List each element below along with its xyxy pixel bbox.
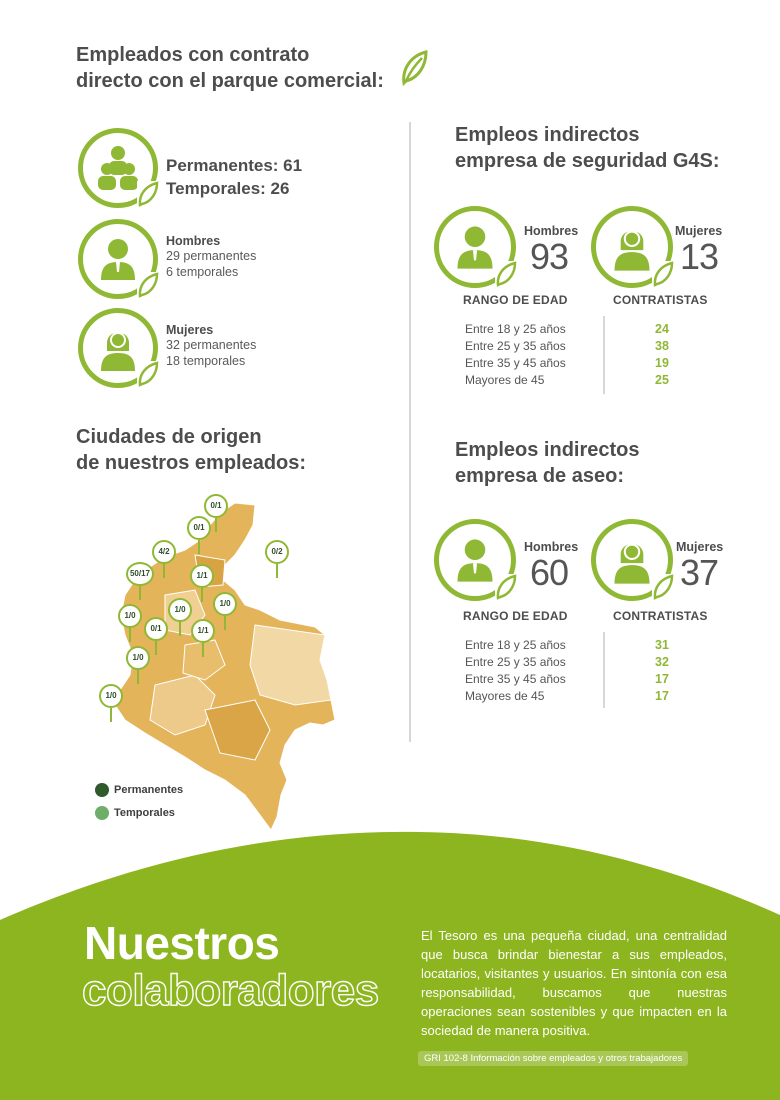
legend-dot-temporales [95,806,109,820]
title-line: Empleos indirectos [455,124,640,146]
title-line: Ciudades de origen [76,426,262,448]
aseo-count-list [642,637,682,705]
pin-stem [163,564,165,578]
age-range: Entre 25 y 35 años [465,655,566,669]
map-pin[interactable]: 0/1 [144,617,168,641]
map-pin[interactable]: 1/1 [190,564,214,588]
g4s-age-header: RANGO DE EDAD [463,293,568,307]
age-range: Entre 35 y 45 años [465,672,566,686]
section-title-direct [76,42,384,94]
leaf-icon [400,50,428,86]
leaf-icon [652,261,674,287]
aseo-women-value: 37 [680,552,719,593]
map-pin[interactable]: 1/1 [191,619,215,643]
leaf-icon [495,261,517,287]
aseo-women-label: Mujeres [676,540,724,554]
map-pin[interactable]: 0/2 [265,540,289,564]
legend-label-permanentes: Permanentes [114,784,184,796]
leaf-icon [137,272,159,298]
footer-subtitle: colaboradores [82,966,379,1015]
map-pin[interactable]: 1/0 [99,684,123,708]
contractor-count: 19 [655,356,669,370]
contractor-count: 25 [655,373,669,387]
men-temporales: 6 temporales [166,265,239,279]
men-title: Hombres [166,234,221,248]
map-pin[interactable]: 50/17 [126,562,154,586]
g4s-men-badge [434,206,516,288]
title-line: Empleados con contrato [76,44,310,66]
map-pin[interactable]: 1/0 [213,592,237,616]
men-direct-stats [166,234,256,280]
map-pin[interactable]: 4/2 [152,540,176,564]
g4s-men-value: 93 [530,236,569,277]
g4s-count-list [642,321,682,389]
aseo-age-list [465,637,600,705]
legend-dot-permanentes [95,783,109,797]
pin-stem [139,586,141,600]
section-title-cities [76,424,306,476]
contractor-count: 17 [655,672,669,686]
age-range: Entre 18 y 25 años [465,322,566,336]
legend-label-temporales: Temporales [114,807,175,819]
section-title-g4s [455,122,720,174]
leaf-icon [495,574,517,600]
g4s-age-list [465,321,600,389]
column-divider [409,122,411,742]
title-line: de nuestros empleados: [76,452,307,474]
age-range: Mayores de 45 [465,373,545,387]
direct-totals [166,154,302,200]
temporales-total: Temporales: 26 [166,179,290,198]
age-range: Entre 18 y 25 años [465,638,566,652]
aseo-men-value: 60 [530,552,569,593]
g4s-women-label: Mujeres [675,224,723,238]
contractor-count: 17 [655,689,669,703]
title-line: Empleos indirectos [455,439,640,461]
section-title-aseo [455,437,640,489]
pin-stem [129,628,131,642]
map-pin[interactable]: 0/1 [204,494,228,518]
contractor-count: 38 [655,339,669,353]
pin-stem [224,616,226,630]
permanentes-total: Permanentes: 61 [166,156,303,175]
women-direct-stats [166,323,256,369]
age-range: Entre 25 y 35 años [465,339,566,353]
age-range: Entre 35 y 45 años [465,356,566,370]
pin-stem [137,670,139,684]
gri-reference: GRI 102-8 Información sobre empleados y otros trabajadores [418,1051,688,1066]
leaf-icon [137,361,159,387]
g4s-women-value: 13 [680,236,719,277]
contractor-count: 31 [655,638,669,652]
pin-stem [215,518,217,532]
women-temporales: 18 temporales [166,354,246,368]
title-line: empresa de aseo: [455,465,624,487]
pin-stem [179,622,181,636]
title-line: empresa de seguridad G4S: [455,150,720,172]
map-pin[interactable]: 1/0 [168,598,192,622]
age-range: Mayores de 45 [465,689,545,703]
men-badge [78,219,158,299]
aseo-age-header: RANGO DE EDAD [463,609,568,623]
aseo-men-label: Hombres [524,540,579,554]
map-pin[interactable]: 1/0 [126,646,150,670]
men-permanentes: 29 permanentes [166,249,257,263]
g4s-men-label: Hombres [524,224,579,238]
map-pin[interactable]: 0/1 [187,516,211,540]
map-pin[interactable]: 1/0 [118,604,142,628]
title-line: directo con el parque comercial: [76,70,384,92]
pin-stem [155,641,157,655]
contractor-count: 32 [655,655,669,669]
women-badge [78,308,158,388]
leaf-icon [652,574,674,600]
footer-title: Nuestros [84,917,280,969]
g4s-women-badge [591,206,673,288]
aseo-count-header: CONTRATISTAS [613,609,708,623]
table-divider [603,632,605,708]
table-divider [603,316,605,394]
contractor-count: 24 [655,322,669,336]
pin-stem [201,588,203,602]
employees-group-badge [78,128,158,208]
g4s-count-header: CONTRATISTAS [613,293,708,307]
footer-paragraph: El Tesoro es una pequeña ciudad, una centralidad que busca brindar bienestar a sus empleados, locatarios, visitantes y usuarios. En sintonía con esa responsabilidad, buscamos que nuestras operaciones sean sostenibles y que impacten en la sociedad de manera positiva. [421,928,727,1038]
aseo-men-badge [434,519,516,601]
pin-stem [202,643,204,657]
leaf-icon [137,181,159,207]
women-permanentes: 32 permanentes [166,338,257,352]
women-title: Mujeres [166,323,214,337]
pin-stem [110,708,112,722]
pin-stem [198,540,200,554]
pin-stem [276,564,278,578]
aseo-women-badge [591,519,673,601]
